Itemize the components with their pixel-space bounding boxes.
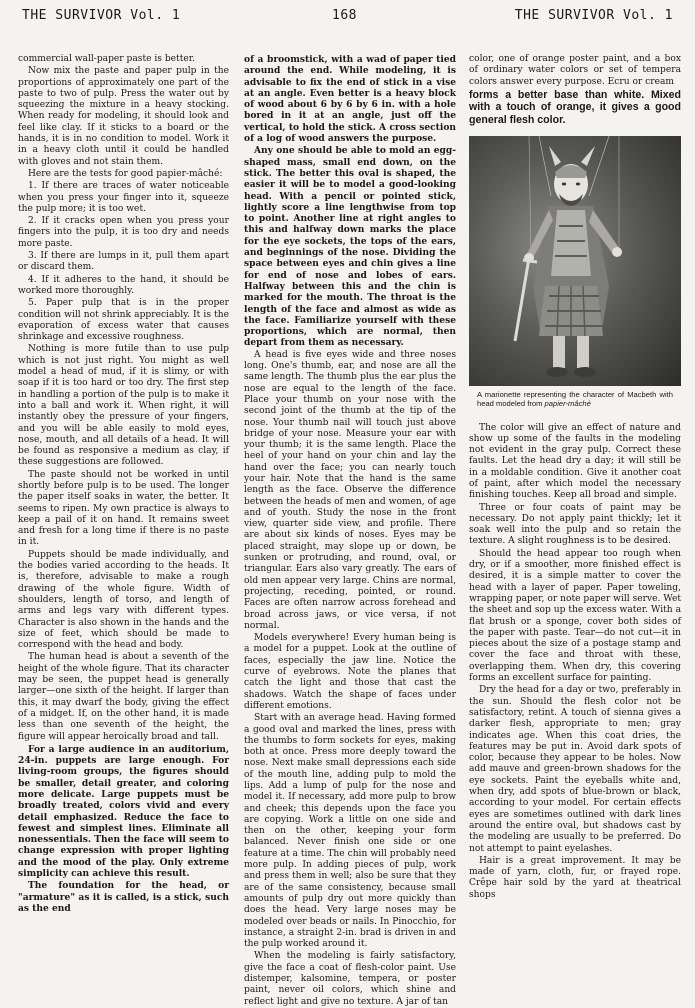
paragraph: Hair is a great improvement. It may be made of yarn, cloth, fur, or frayed rope. Crêpe hair sold by the yard at theatrical shops — [469, 855, 681, 900]
running-header — [0, 8, 695, 28]
paragraph: Should the head appear too rough when dry, or if a smoother, more finished effect is desired, it is a simple matter to cover the head with a layer of paper. Paper toweling, wrapping paper, or note paper will serve. Wet the sheet and sop up the excess water. With a flat brush or a sponge, cover both sides of the paper with paste. Tear—do not cut—it in pieces about the size of a postage stamp and cover the face and throat with these, overlapping them. When dry, this covering forms an excellent surface for painting. — [469, 548, 681, 684]
paragraph: 5. Paper pulp that is in the proper condition will not shrink appreciably. It is the evaporation of excess water that causes shrinkage and excessive roughness. — [18, 298, 229, 343]
paragraph: 2. If it cracks open when you press your fingers into the pulp, it is too dry and needs more paste. — [18, 216, 229, 249]
marionette-photo — [469, 136, 681, 386]
paragraph: color, one of orange poster paint, and a box of ordinary water colors or set of tempera colors answer every purpose. Ecru or cream — [469, 54, 681, 87]
paragraph: commercial wall-paper paste is better. — [18, 54, 195, 64]
text-column-3 — [469, 54, 681, 900]
paragraph: Here are the tests for good papier-mâché: — [28, 168, 223, 179]
paragraph: The paste should not be worked in until shortly before pulp is to be used. The longer the paper itself soaks in water, the better. It seems to ripen. My own practice is always to keep a pail of it on hand. It remains sweet and fresh for a long time if there is no paste in it. — [18, 469, 229, 548]
paragraph: For a large audience in an auditorium, 24-in. puppets are large enough. For living-room groups, the figures should be smaller, detail greater, and coloring more delicate. Large puppets must be broadly treated, colors vivid and every detail emphasized. Reduce the face to fewest and simplest lines. Eliminate all nonessentials. Then the face will seem to change expression with proper lighting and the mood of the play. Only extreme simplicity can achieve this result. — [18, 743, 229, 880]
paragraph: The color will give an effect of nature and show up some of the faults in the modeling not evident in the gray pulp. Correct these faults. Let the head dry a day; it will still be in a moldable condition. Give it another coat of paint, after which model the necessary finishing touches. Keep all broad and simple. — [469, 422, 681, 501]
running-header-left: THE SURVIVOR Vol. 1 — [22, 8, 181, 23]
paragraph: When the modeling is fairly satisfactory, give the face a coat of flesh-color paint. Use distemper, kalsomine, tempera, or poster paint, never oil colors, which shine and reflect light and give no texture. A jar of tan — [244, 951, 456, 1007]
paragraph: Start with an average head. Having formed a good oval and marked the lines, press with the thumbs to form sockets for eyes, making both at once. Press more deeply toward the nose. Next make small depressions each side of the mouth line, adding pulp to mold the lips. Add a lump of pulp for the nose and model it. If necessary, add more pulp to brow and cheek; this depends upon the face you are copying. Work a little on one side and then on the other, keeping your form balanced. Never finish one side or one feature at a time. The chin will probably need more pulp. In adding pieces of pulp, work and press them in well; also be sure that they are of the same consistency, because small amounts of pulp dry out more quickly than does the head. Very large noses may be modeled over beads or nails. In Pinocchio, for instance, a straight 2-in. brad is driven in and the pulp worked around it. — [244, 713, 456, 950]
paragraph: Nothing is more futile than to use pulp which is not just right. You might as well model a head of mud, if it is slimy, or with soap if it is too hard or too dry. The first step in handling a portion of the pulp is to make it into a ball and work it. When right, it will instantly obey the pressure of your fingers, and you will be able easily to mold eyes, nose, mouth, and all details of a head. It will be found as responsive a medium as clay, if these suggestions are followed. — [18, 344, 229, 468]
text-column-2 — [244, 54, 456, 1007]
page-number: 168 — [332, 8, 357, 23]
caption-text: A marionette representing the character of Macbeth with head modeled from — [477, 390, 673, 409]
photo-caption — [469, 390, 681, 408]
paragraph: A head is five eyes wide and three noses long. One's thumb, ear, and nose are all the same length. The thumb plus the ear plus the nose are equal to the length of the face. Place your thumb on your nose with the second joint of the thumb at the tip of the nose. Your thumb nail will touch just above bridge of your nose. Measure your ear with your thumb; it is the same length. Place the heel of your hand on your chin and lay the hand over the face; you can nearly touch your hair. Note that the hand is the same length as the face. Observe the difference between the heads of men and women, of age and of youth. Study the nose in the front view, quarter side view, and profile. There are about six kinds of noses. Eyes may be placed straight, may slope up or down, be sunken or protruding, and round, oval, or triangular. Ears also vary greatly. The ears of old men appear very large. Chins are normal, projecting, receding, pointed, or round. Faces are often narrow across forehead and broad across jaws, or vice versa, if not normal. — [244, 349, 456, 631]
paragraph: Now mix the paste and paper pulp in the proportions of approximately one part of the paste to two of pulp. Press the water out by squeezing the mixture in a heavy stocking. When ready for modeling, it should look and feel like clay. If it sticks to a board or the hands, it is in no condition to model. Work it in a heavy cloth until it could be handled with gloves and not stain them. — [18, 66, 229, 167]
paragraph: 4. If it adheres to the hand, it should be worked more thoroughly. — [18, 274, 229, 296]
text-column-1 — [18, 54, 229, 914]
paragraph: of a broomstick, with a wad of paper tied around the end. While modeling, it is advisable to fix the end of stick in a vise at an angle. Even better is a heavy block of wood about 6 by 6 by 6 in. with a hole bored in it at an angle, just off the vertical, to hold the stick. A cross section of a log of wood answers the purpose. — [244, 54, 456, 145]
macbeth-marionette-image — [469, 136, 681, 386]
caption-term: papier-mâché — [544, 399, 591, 409]
paragraph: Puppets should be made individually, and the bodies varied according to the heads. It is, therefore, advisable to make a rough drawing of the whole figure. Width of shoulders, length of torso, and length of arms and legs vary with different types. Character is also shown in the hands and the size of feet, which should be made to correspond with the head and body. — [18, 549, 229, 651]
paragraph: Any one should be able to mold an egg-shaped mass, small end down, on the stick. The better this oval is shaped, the easier it will be to model a good-looking head. With a pencil or pointed stick, lightly score a line lengthwise from top to point. Another line at right angles to this and halfway down marks the place for the eye sockets, the tops of the ears, and beginnings of the nose. Dividing the space between eyes and chin gives a line for end of nose and lobes of ears. Halfway between this and the chin is marked for the mouth. The throat is the length of the face and almost as wide as the face. Familiarize yourself with these proportions, which are normal, then depart from them as necessary. — [244, 145, 456, 349]
paragraph: forms a better base than white. Mixed with a touch of orange, it gives a good general flesh color. — [469, 88, 681, 126]
paragraph: Dry the head for a day or two, preferably in the sun. Should the flesh color not be satisfactory, retint. A touch of sienna gives a darker flesh, appropriate to men; gray indicates age. When this coat dries, the features may be put in. Avoid dark spots of color, because they appear to be holes. Now add mauve and green-brown shadows for the eye sockets. Paint the eyeballs white and, when dry, add spots of blue-brown or black, according to your model. For certain effects eyes are sometimes outlined with dark lines around the entire oval, but shadows cast by the modeling are usually to be preferred. Do not attempt to paint eyelashes. — [469, 685, 681, 854]
paragraph: The foundation for the head, or "armature" as it is called, is a stick, such as the end — [18, 880, 229, 914]
paragraph: The human head is about a seventh of the height of the whole figure. That its character may be seen, the puppet head is generally larger—one sixth of the height. If larger than this, it may dwarf the body, giving the effect of a midget. If, on the other hand, it is made less than one seventh of the height, the figure will appear heroically broad and tall. — [18, 652, 229, 742]
paragraph: Three or four coats of paint may be necessary. Do not apply paint thickly; let it soak well into the pulp and so retain the texture. A slight roughness is to be desired. — [469, 502, 681, 547]
paragraph: 3. If there are lumps in it, pull them apart or discard them. — [18, 251, 229, 273]
paragraph: Models everywhere! Every human being is a model for a puppet. Look at the outline of faces, especially the jaw line. Notice the curve of eyebrows. Note the planes that catch the light and those that cast the shadows. Watch the shape of faces under different emotions. — [244, 633, 456, 711]
running-header-right: THE SURVIVOR Vol. 1 — [514, 8, 673, 23]
paragraph: 1. If there are traces of water noticeable when you press your finger into it, squeeze the pulp more; it is too wet. — [18, 181, 229, 214]
